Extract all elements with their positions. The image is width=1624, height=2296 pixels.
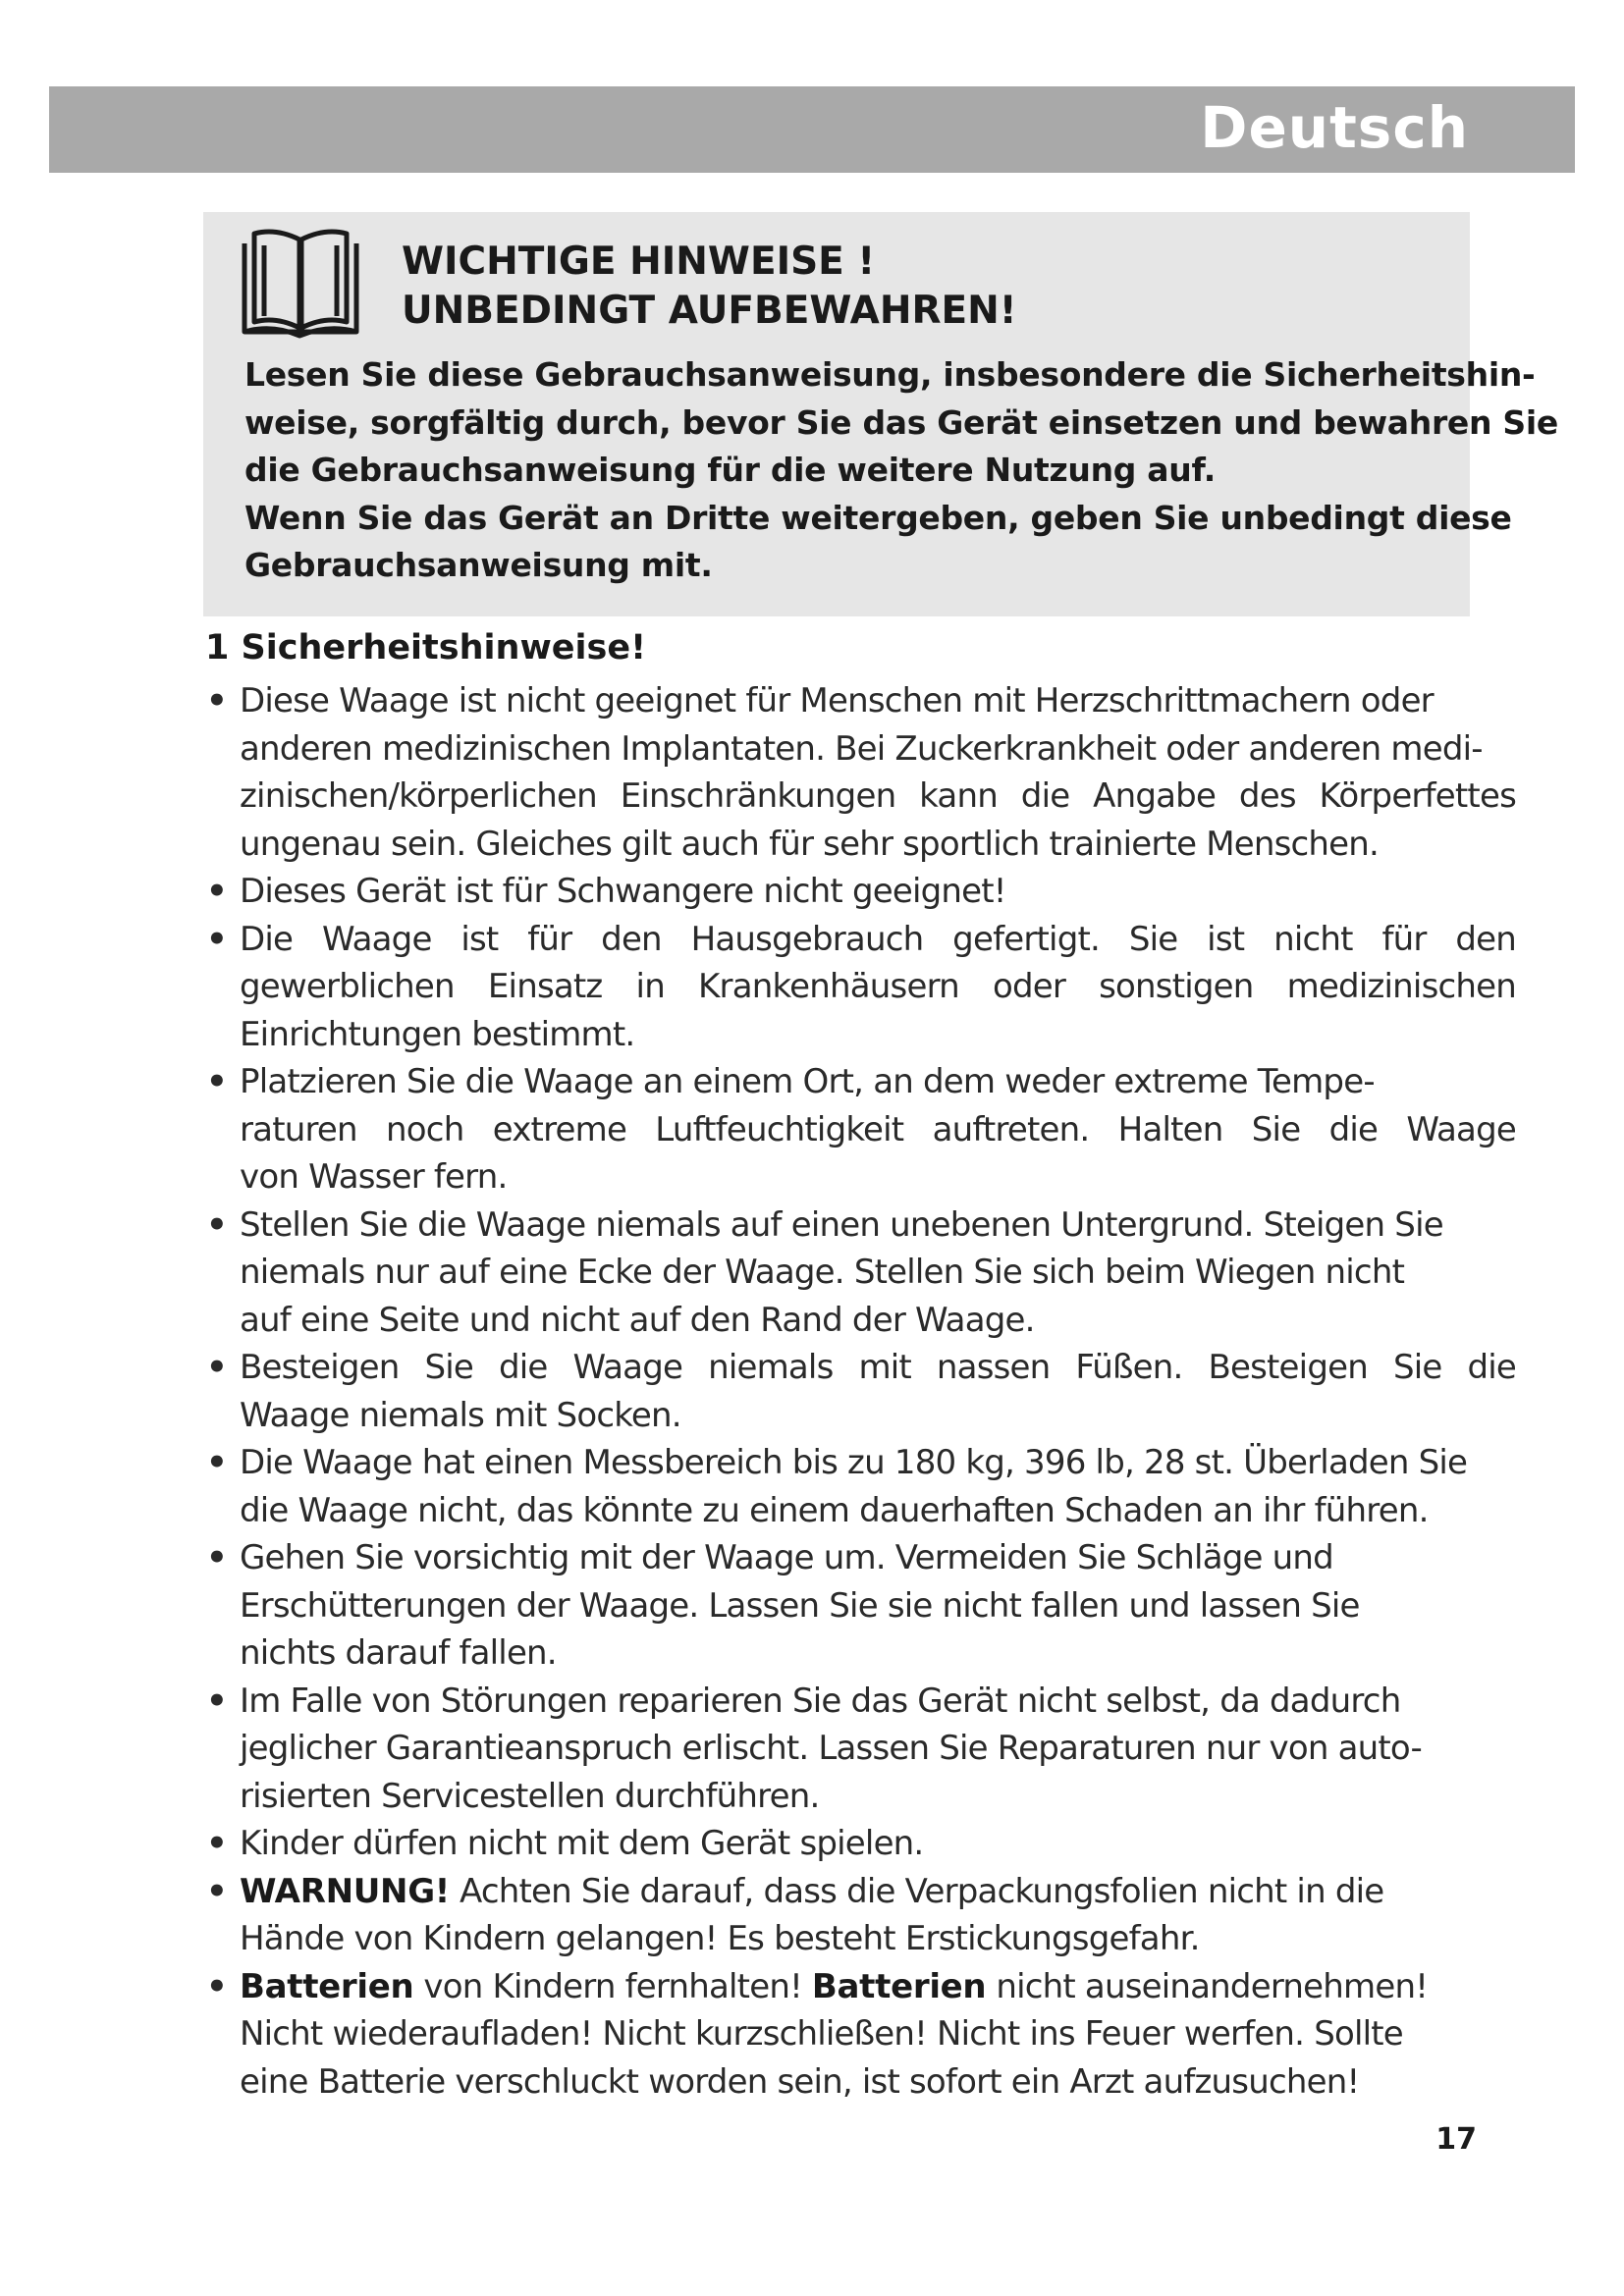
battery-label: Batterien [811,1966,987,2006]
item-line: nichts darauf fallen. [240,1633,557,1673]
list-item [206,1201,1551,1345]
item-line: Im Falle von Störungen reparieren Sie das Gerät nicht selbst, da dadurch [240,1681,1401,1721]
item-line: anderen medizinischen Implantaten. Bei Zuckerkrankheit oder anderen medi- [240,728,1483,769]
item-line: ungenau sein. Gleiches gilt auch für sehr sportlich trainierte Menschen. [240,824,1380,864]
item-line: von Wasser fern. [240,1157,508,1197]
notice-heading-line: WICHTIGE HINWEISE ! [402,240,876,284]
battery-text: nicht auseinandernehmen! [986,1966,1429,2006]
bullet: • [206,1443,227,1482]
item-line [240,1868,1551,1916]
list-item [206,1678,1551,1821]
item-line: Waage niemals mit Socken. [240,1395,681,1435]
warning-item [206,1868,1551,1963]
item-line: zinischen/körperlichen Einschränkungen kann die Angabe des Körperfettes [240,776,1516,816]
notice-heading-line: UNBEDINGT AUFBEWAHREN! [402,289,1017,333]
item-line: Hände von Kindern gelangen! Es besteht Erstickungsgefahr. [240,1919,1200,1958]
item-line: Erschütterungen der Waage. Lassen Sie sie nicht fallen und lassen Sie [240,1585,1360,1626]
list-item [206,1439,1551,1534]
item-line: Die Waage hat einen Messbereich bis zu 180 kg, 396 lb, 28 st. Überladen Sie [240,1443,1468,1482]
bullet: • [206,1204,227,1245]
notice-body [244,351,1558,590]
important-notice-box [203,212,1558,616]
item-line: niemals nur auf eine Ecke der Waage. Stellen Sie sich beim Wiegen nicht [240,1253,1405,1292]
list-item [206,1534,1551,1678]
safety-list [206,677,1551,2106]
battery-item [206,1963,1551,2107]
list-item [206,1058,1551,1201]
bullet: • [206,1824,227,1863]
list-item [206,1344,1551,1439]
notice-body-line: Gebrauchsanweisung mit. [244,546,713,584]
item-line: Nicht wiederaufladen! Nicht kurzschließen! Nicht ins Feuer werfen. Sollte [240,2014,1403,2054]
warning-text: Achten Sie darauf, dass die Verpackungsfolien nicht in die [450,1871,1384,1911]
item-line: auf eine Seite und nicht auf den Rand der Waage. [240,1300,1035,1340]
list-item [206,1820,1551,1868]
item-line: Platzieren Sie die Waage an einem Ort, an dem weder extreme Tempe- [240,1062,1375,1101]
item-line: jeglicher Garantieanspruch erlischt. Lassen Sie Reparaturen nur von auto- [240,1729,1423,1768]
list-item [206,677,1551,868]
item-line: Die Waage ist für den Hausgebrauch gefertigt. Sie ist nicht für den [240,919,1516,959]
item-line: Stellen Sie die Waage niemals auf einen unebenen Untergrund. Steigen Sie [240,1204,1443,1245]
bullet: • [206,872,227,911]
item-line: raturen noch extreme Luftfeuchtigkeit auftreten. Halten Sie die Waage [240,1109,1516,1149]
notice-body-line: Lesen Sie diese Gebrauchsanweisung, insbesondere die Sicherheitshin- [244,355,1536,394]
notice-heading [402,238,1017,336]
item-line: gewerblichen Einsatz in Krankenhäusern oder sonstigen medizinischen [240,967,1516,1006]
item-line: Einrichtungen bestimmt. [240,1014,635,1054]
battery-text: von Kindern fernhalten! [413,1966,812,2006]
notice-body-line: Wenn Sie das Gerät an Dritte weitergeben, geben Sie unbedingt diese [244,498,1512,537]
item-line: Dieses Gerät ist für Schwangere nicht geeignet! [240,872,1006,911]
item-line: eine Batterie verschluckt worden sein, ist sofort ein Arzt aufzusuchen! [240,2061,1360,2102]
item-line: die Waage nicht, das könnte zu einem dauerhaften Schaden an ihr führen. [240,1490,1429,1530]
language-label: Deutsch [1200,94,1469,161]
battery-label: Batterien [240,1966,414,2006]
list-item [206,868,1551,916]
bullet: • [206,1348,227,1387]
item-line [240,1963,1551,2011]
bullet: • [206,1871,227,1911]
bullet: • [206,919,227,959]
section-title: 1 Sicherheitshinweise! [205,628,647,667]
notice-body-line: die Gebrauchsanweisung für die weitere Nutzung auf. [244,451,1216,489]
item-line: Gehen Sie vorsichtig mit der Waage um. Vermeiden Sie Schläge und [240,1538,1333,1577]
warning-label: WARNUNG! [240,1871,451,1911]
bullet: • [206,1681,227,1721]
list-item [206,916,1551,1059]
item-line: Diese Waage ist nicht geeignet für Menschen mit Herzschrittmachern oder [240,681,1434,721]
notice-body-line: weise, sorgfältig durch, bevor Sie das Gerät einsetzen und bewahren Sie [244,402,1558,442]
item-line: risierten Servicestellen durchführen. [240,1776,820,1816]
item-line: Besteigen Sie die Waage niemals mit nassen Füßen. Besteigen Sie die [240,1348,1516,1387]
language-header-bar [49,86,1575,173]
book-icon [241,226,360,340]
page-number: 17 [1435,2122,1477,2157]
item-line: Kinder dürfen nicht mit dem Gerät spielen. [240,1824,924,1863]
bullet: • [206,681,227,721]
bullet: • [206,1538,227,1577]
bullet: • [206,1062,227,1101]
bullet: • [206,1966,227,2006]
